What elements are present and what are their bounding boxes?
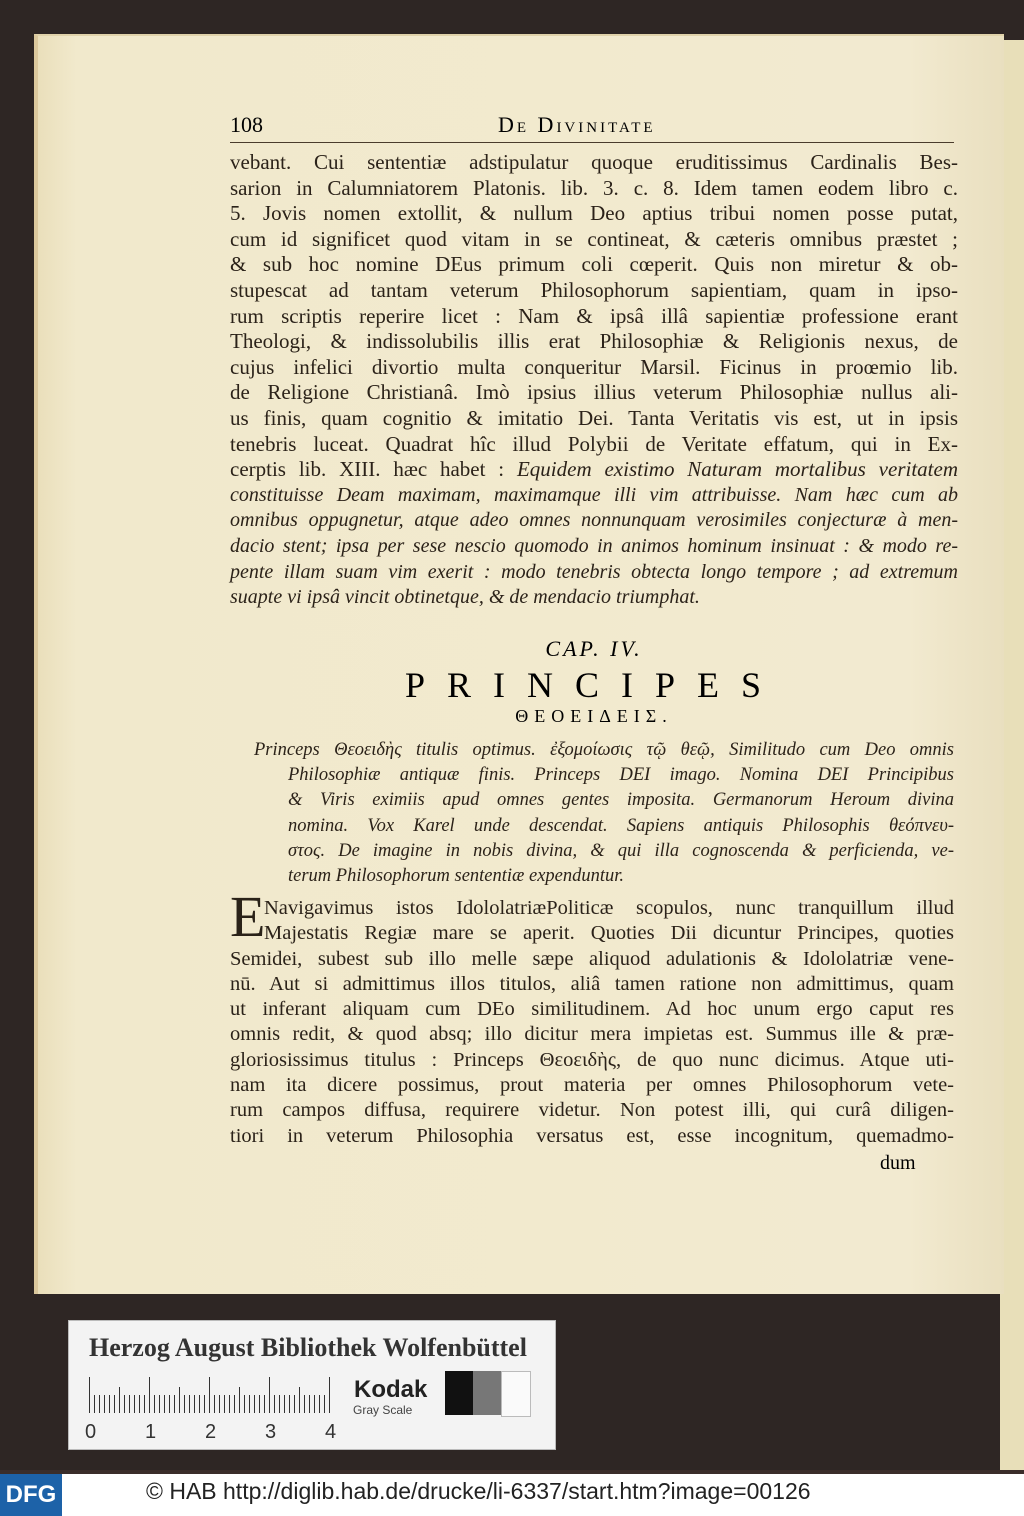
gray-scale-label: Gray Scale	[353, 1403, 413, 1417]
running-head	[230, 112, 954, 143]
ruler-tick	[269, 1377, 270, 1413]
catchword: dum	[880, 1152, 916, 1174]
main-paragraph	[230, 896, 954, 1149]
ruler-tick	[284, 1395, 285, 1413]
summary-line: Princeps Θεοειδὴς titulis optimus. ἐξομοίωσις τῷ θεῷ, Similitudo cum Deo omnis	[254, 740, 954, 760]
ruler-tick	[259, 1395, 260, 1413]
ruler-tick	[89, 1377, 90, 1413]
ruler-number: 3	[265, 1421, 277, 1443]
text-line: omnis redit, & quod absq; illo dicitur mera impietas est. Summus ille & præ-	[230, 1023, 954, 1046]
ruler-tick	[299, 1387, 300, 1413]
summary-line: Philosophiæ antiquæ finis. Princeps DEI imago. Nomina DEI Principibus	[288, 765, 954, 786]
running-title: De Divinitate	[498, 112, 656, 137]
ruler-number: 1	[145, 1421, 157, 1443]
top-paragraph	[230, 150, 958, 611]
ruler-tick	[134, 1395, 135, 1413]
ruler-tick	[174, 1395, 175, 1413]
ruler-tick	[184, 1395, 185, 1413]
ruler-tick	[159, 1395, 160, 1413]
kodak-brand: Kodak	[354, 1376, 428, 1403]
text-line: us finis, quam cognitio & imitatio Dei. Tanta Veritatis vis est, ut in ipsis	[230, 405, 958, 430]
ruler-tick	[319, 1395, 320, 1413]
ruler	[89, 1377, 335, 1413]
text-line: nam ita dicere possimus, prout materia per omnes Philosophorum vete-	[230, 1074, 954, 1097]
ruler-tick	[234, 1395, 235, 1413]
text-line: sarion in Calumniatorem Platonis. lib. 3. c. 8. Idem tamen eodem libro c.	[230, 175, 958, 200]
ruler-tick	[139, 1395, 140, 1413]
ruler-tick	[164, 1395, 165, 1413]
ruler-tick	[249, 1395, 250, 1413]
ruler-tick	[99, 1395, 100, 1413]
ruler-tick	[309, 1395, 310, 1413]
copyright-link[interactable]: © HAB http://diglib.hab.de/drucke/li-6337/start.htm?image=00126	[146, 1478, 811, 1504]
gray-patch	[501, 1371, 531, 1417]
excerpt-start: Equidem existimo Naturam mortalibus veritatem	[516, 457, 958, 482]
ruler-tick	[244, 1395, 245, 1413]
ruler-tick	[154, 1395, 155, 1413]
dfg-logo: DFG	[0, 1474, 62, 1516]
italic-line: dacio stent; ipsa per sese nescio quomodo in animos hominum insinuat : & modo re-	[230, 534, 958, 557]
text-line: vebant. Cui sententiæ adstipulatur quoque eruditissimus Cardinalis Bes-	[230, 150, 958, 174]
ruler-tick	[204, 1395, 205, 1413]
italic-line: pente illam suam vim exerit : modo tenebris obtecta longo tempore ; ad extremum	[230, 560, 958, 583]
ruler-tick	[199, 1395, 200, 1413]
text-line: rum campos diffusa, requirere videtur. Non potest illi, qui curâ diligen-	[230, 1099, 954, 1122]
text-line: de Religione Christianâ. Imò ipsius illius veterum Philosophiæ nullus ali-	[230, 380, 958, 405]
ruler-number: 0	[85, 1421, 97, 1443]
ruler-tick	[149, 1377, 150, 1413]
ruler-tick	[329, 1377, 330, 1413]
ruler-tick	[289, 1395, 290, 1413]
summary-line: στος. De imagine in nobis divina, & qui illa cognoscenda & perficienda, ve-	[288, 840, 954, 861]
ruler-tick	[254, 1395, 255, 1413]
ruler-tick	[279, 1395, 280, 1413]
text-line-start: cerptis lib. XIII. hæc habet :	[230, 457, 505, 482]
ruler-tick	[144, 1395, 145, 1413]
gray-patch	[473, 1371, 501, 1415]
ruler-tick	[274, 1395, 275, 1413]
text-line: Navigavimus istos IdololatriæPoliticæ scopulos, nunc tranquillum illud	[264, 897, 954, 919]
text-line: rum scriptis reperire licet : Nam & ipsâ illâ sapientiæ professione erant	[230, 303, 958, 328]
text-line: Majestatis Regiæ mare se aperit. Quoties Dii dicuntur Principes, quoties	[264, 922, 954, 945]
text-line: gloriosissimus titulus : Princeps Θεοειδὴς, de quo nunc dicimus. Atque uti-	[230, 1048, 954, 1071]
text-line: Semidei, subest sub illo melle sæpe aliquod adulationis & Idololatriæ vene-	[230, 947, 954, 970]
ruler-tick	[194, 1395, 195, 1413]
ruler-tick	[119, 1387, 120, 1413]
summary-line: & Viris eximiis apud omnes gentes imposita. Germanorum Heroum divina	[288, 790, 954, 811]
ruler-tick	[239, 1387, 240, 1413]
text-line: ut inferant aliquam cum DEo similitudinem. Ad hoc unum ergo caput res	[230, 998, 954, 1021]
chapter-number: CAP. IV.	[545, 636, 643, 661]
gray-patch	[445, 1371, 473, 1415]
chapter-summary	[254, 738, 954, 889]
text-line: stupescat ad tantam veterum Philosophorum sapientiam, quam in ipso-	[230, 277, 958, 302]
ruler-tick	[114, 1395, 115, 1413]
ruler-number: 2	[205, 1421, 217, 1443]
text-line: cum id significet quod vitam in se contineat, & cæteris omnibus præstet ;	[230, 226, 958, 251]
ruler-tick	[264, 1395, 265, 1413]
italic-line: constituisse Deam maximam, maximamque illi vim attribuisse. Nam hæc cum ab	[230, 483, 958, 506]
text-line: 5. Jovis nomen extollit, & nullum Deo aptius tribui nomen posse putat,	[230, 201, 958, 226]
ruler-tick	[209, 1377, 210, 1413]
ruler-tick	[124, 1395, 125, 1413]
ruler-tick	[109, 1395, 110, 1413]
text-line: cujus infelici divortio multa conqueritur Marsil. Ficinus in proœmio lib.	[230, 354, 958, 379]
ruler-tick	[94, 1395, 95, 1413]
ruler-tick	[104, 1395, 105, 1413]
text-line-mixed	[230, 457, 958, 483]
ruler-number: 4	[325, 1421, 337, 1443]
footer-bar	[0, 1474, 1024, 1516]
summary-line: terum Philosophorum sententiæ expenduntur.	[288, 866, 625, 887]
ruler-tick	[224, 1395, 225, 1413]
ruler-tick	[314, 1395, 315, 1413]
ruler-tick	[169, 1395, 170, 1413]
ruler-tick	[304, 1395, 305, 1413]
chapter-subtitle: ΘΕΟΕΙΔΕΙΣ.	[515, 706, 673, 726]
text-line: tenebris luceat. Quadrat hîc illud Polybii de Veritate effatum, qui in Ex-	[230, 431, 958, 456]
ruler-tick	[229, 1395, 230, 1413]
italic-line: omnibus oppugnetur, atque adeo omnes nonnunquam verosimiles conjecturæ à men-	[230, 509, 958, 532]
summary-line: nomina. Vox Karel unde descendat. Sapiens antiquis Philosophis θεόπνευ-	[288, 815, 954, 836]
ruler-tick	[219, 1395, 220, 1413]
chapter-title: PRINCIPES	[404, 665, 784, 705]
ruler-tick	[214, 1395, 215, 1413]
ruler-tick	[179, 1387, 180, 1413]
text-line: nū. Aut si admittimus illos titulos, aliâ tamen ratione non admittimus, quam	[230, 972, 954, 995]
text-line: tiori in veterum Philosophia versatus est, esse incognitum, quemadmo-	[230, 1124, 954, 1147]
ruler-tick	[324, 1395, 325, 1413]
page-number: 108	[230, 112, 263, 137]
drop-cap: E	[230, 884, 266, 949]
text-line: & sub hoc nomine DEus primum coli cœperit. Quis non miretur & ob-	[230, 252, 958, 277]
text-line: Theologi, & indissolubilis illis erat Philosophiæ & Religionis nexus, de	[230, 329, 958, 354]
ruler-tick	[129, 1395, 130, 1413]
color-target-card	[68, 1320, 556, 1450]
ruler-tick	[189, 1395, 190, 1413]
library-name: Herzog August Bibliothek Wolfenbüttel	[89, 1333, 527, 1362]
ruler-tick	[294, 1395, 295, 1413]
italic-line: suapte vi ipsâ vincit obtinetque, & de mendacio triumphat.	[230, 586, 700, 609]
